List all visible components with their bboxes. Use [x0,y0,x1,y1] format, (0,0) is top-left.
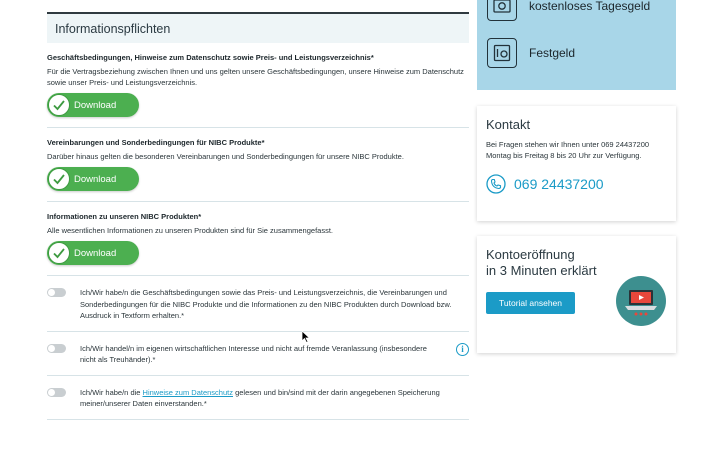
info-block [47,138,469,202]
sidebar [477,0,676,308]
consent-text [80,387,469,410]
block-text: Darüber hinaus gelten die besonderen Vereinbarungen und Sonderbedingungen für unsere NIBC Produkte. [47,152,404,161]
product-panel [477,0,676,90]
safe-icon [487,38,517,68]
consent-toggle[interactable] [47,344,66,353]
contact-card [477,106,676,221]
download-button[interactable] [47,167,139,191]
product-label: Festgeld [529,46,576,60]
tutorial-button[interactable]: Tutorial ansehen [486,292,575,314]
check-icon [48,168,70,190]
download-button[interactable] [47,241,139,265]
info-section [47,12,469,420]
phone-link[interactable] [486,174,667,194]
consent-text-after: gelesen und bin/sind mit der darin angegebenen Speicherung meiner/unserer Daten einverstanden.* [80,387,440,408]
contact-title: Kontakt [486,117,531,132]
phone-number: 069 24437200 [514,176,604,192]
info-icon[interactable]: i [456,343,469,356]
section-title: Informationspflichten [47,12,469,43]
phone-icon [486,174,506,194]
consent-toggle[interactable] [47,288,66,297]
consent-text: Ich/Wir habe/n die Geschäftsbedingungen sowie das Preis- und Leistungsverzeichnis, die Vereinbarungen und Sonderbedingungen für die NIBC Produkte und die Informationen zu den NIBC Produkten durch Download bzw. Ausdruck in Textform erhalten.* [80,288,452,320]
tutorial-title-line2: in 3 Minuten erklärt [486,263,597,278]
tutorial-card [477,236,676,353]
divider [47,127,469,128]
info-block [47,53,469,128]
consent-row-own-interest [47,332,469,376]
block-text: Alle wesentlichen Informationen zu unseren Produkten sind für Sie zusammengefasst. [47,226,333,235]
check-icon [48,94,70,116]
block-title: Informationen zu unseren NIBC Produkten* [47,212,202,221]
block-title: Geschäftsbedingungen, Hinweise zum Datenschutz sowie Preis- und Leistungsverzeichnis* [47,53,374,62]
consent-text-before: Ich/Wir habe/n die [80,387,143,397]
consent-text: Ich/Wir handel/n im eigenen wirtschaftlichen Interesse und nicht auf fremde Veranlassung (insbesondere nicht als Treuhänder).* [80,343,427,364]
privacy-link[interactable]: Hinweise zum Datenschutz [142,387,233,397]
download-label: Download [74,173,117,185]
coins-icon [487,0,517,21]
product-item-tagesgeld[interactable] [487,0,650,21]
block-text: Für die Vertragsbeziehung zwischen Ihnen und uns gelten unsere Geschäftsbedingungen, unsere Hinweise zum Datenschutz sowie unser Preis- und Leistungsverzeichnis. [47,67,464,87]
consent-row-documents [47,276,469,332]
laptop-video-icon [616,276,666,326]
product-item-festgeld[interactable] [487,38,575,68]
block-title: Vereinbarungen und Sonderbedingungen für NIBC Produkte* [47,138,265,147]
product-label: kostenloses Tagesgeld [529,0,651,13]
tutorial-title-line1: Kontoeröffnung [486,247,575,262]
mouse-cursor-icon [302,331,310,343]
divider [47,201,469,202]
consent-toggle[interactable] [47,388,66,397]
check-icon [48,242,70,264]
download-label: Download [74,247,117,259]
download-label: Download [74,99,117,111]
info-block [47,212,469,276]
consent-row-privacy [47,376,469,420]
tutorial-title [486,247,667,279]
contact-text: Bei Fragen stehen wir Ihnen unter 069 24437200 Montag bis Freitag 8 bis 20 Uhr zur Verfügung. [486,140,650,160]
download-button[interactable] [47,93,139,117]
